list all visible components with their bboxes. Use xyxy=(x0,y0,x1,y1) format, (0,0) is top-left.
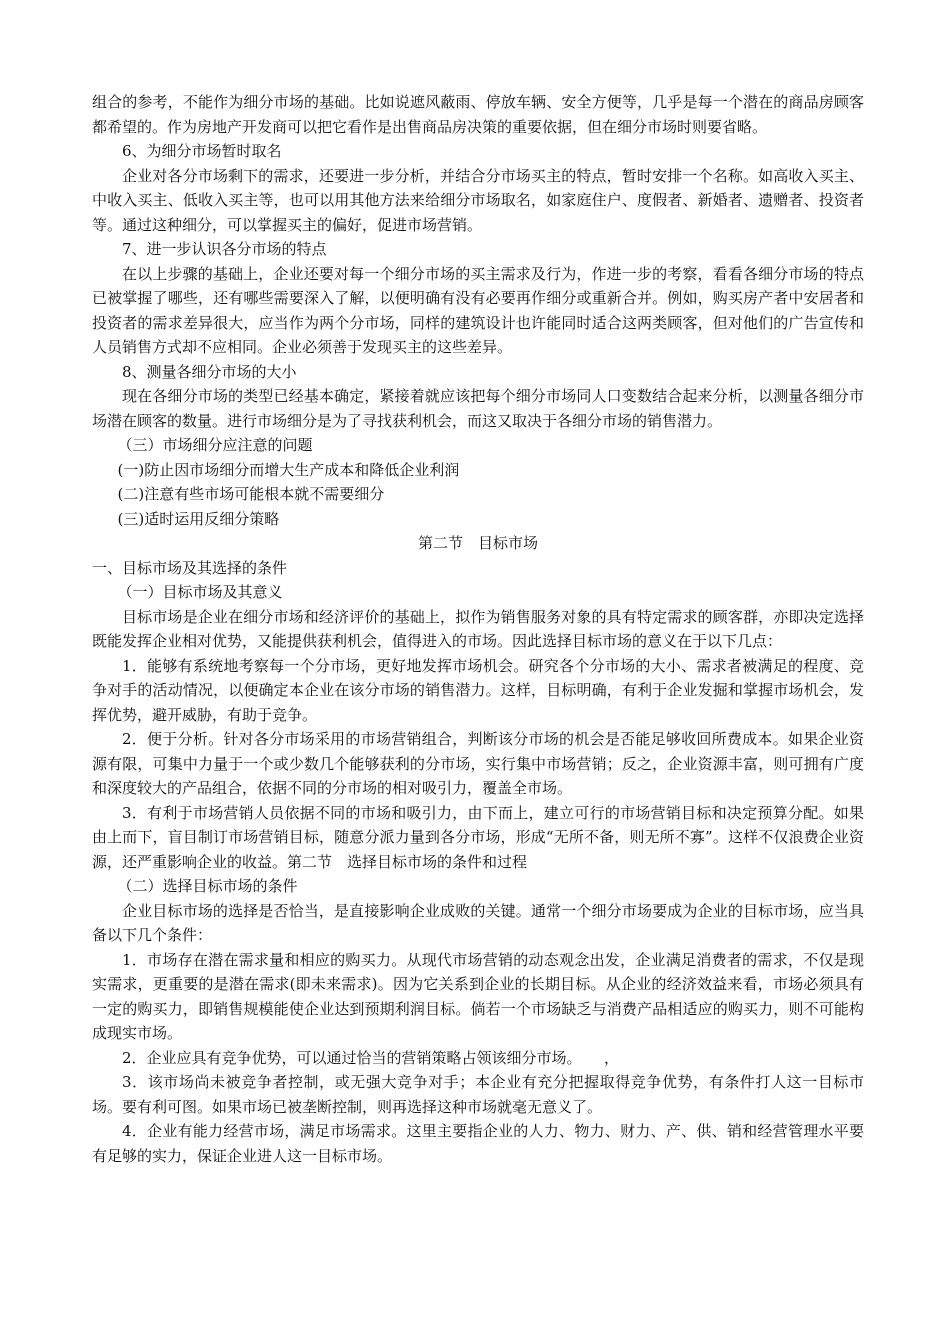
paragraph: 现在各细分市场的类型已经基本确定，紧接着就应该把每个细分市场同人口变数结合起来分析，以测量各细分市场潜在顾客的数量。进行市场细分是为了寻找获利机会，而这又取决于各细分市场的销售潜力。 xyxy=(92,387,864,430)
paragraph: 在以上步骤的基础上，企业还要对每一个细分市场的买主需求及行为，作进一步的考察，看看各细分市场的特点已被掌握了哪些，还有哪些需要深入了解，以便明确有没有必要再作细分或重新合并。例如，购买房产者中安居者和投资者的需求差异很大，应当作为两个分市场，同样的建筑设计也许能同时适合这两类顾客，但对他们的广告宣传和人员销售方式却不应相同。企业必须善于发现买主的这些差异。 xyxy=(92,264,864,356)
section-heading: 7、进一步认识各分市场的特点 xyxy=(122,240,327,258)
list-item: (二)注意有些市场可能根本就不需要细分 xyxy=(117,485,385,503)
subsection-heading: （三）市场细分应注意的问题 xyxy=(117,436,313,454)
section-heading: 6、为细分市场暂时取名 xyxy=(122,142,282,160)
numbered-paragraph: 3．有利于市场营销人员依据不同的市场和吸引力，由下而上，建立可行的市场营销目标和决定预算分配。如果由上而下，盲目制订市场营销目标，随意分派力量到各分市场，形成“无所不备，则无所不寡”。这样不仅浪费企业资源，还严重影响企业的收益。第二节 选择目标市场的条件和过程 xyxy=(92,803,864,871)
paragraph: 企业目标市场的选择是否恰当，是直接影响企业成败的关键。通常一个细分市场要成为企业的目标市场，应当具备以下几个条件： xyxy=(92,901,864,944)
paragraph: 目标市场是企业在细分市场和经济评价的基础上，拟作为销售服务对象的具有特定需求的顾客群，亦即决定选择既能发挥企业相对优势，又能提供获利机会，值得进入的市场。因此选择目标市场的意义在于以下几点： xyxy=(92,607,864,650)
chapter-section-title: 第二节 目标市场 xyxy=(417,534,538,552)
list-item: (三)适时运用反细分策略 xyxy=(117,509,280,528)
subsection-heading: （二）选择目标市场的条件 xyxy=(117,877,298,895)
section-heading: 8、测量各细分市场的大小 xyxy=(122,362,297,381)
numbered-paragraph: 4．企业有能力经营市场，满足市场需求。这里主要指企业的人力、物力、财力、产、供、销和经营管理水平要有足够的实力，保证企业进人这一目标市场。 xyxy=(92,1122,864,1165)
document-page xyxy=(92,90,864,1168)
numbered-paragraph: 1．市场存在潜在需求量和相应的购买力。从现代市场营销的动态观念出发，企业满足消费者的需求，不仅是现实需求，更重要的是潜在需求(即未来需求)。因为它关系到企业的长期目标。从企业的经济效益来看，市场必须具有一定的购买力，即销售规模能使企业达到预期利润目标。倘若一个市场缺乏与消费产品相适应的购买力，则不可能构成现实市场。 xyxy=(92,950,864,1042)
paragraph: 组合的参考，不能作为细分市场的基础。比如说遮风蔽雨、停放车辆、安全方便等，几乎是每一个潜在的商品房顾客都希望的。作为房地产开发商可以把它看作是出售商品房决策的重要依据，但在细分市场时则要省略。 xyxy=(92,93,864,136)
section-heading: 一、目标市场及其选择的条件 xyxy=(92,558,288,577)
list-item: (一)防止因市场细分而增大生产成本和降低企业利润 xyxy=(117,460,460,479)
paragraph: 企业对各分市场剩下的需求，还要进一步分析，并结合分市场买主的特点，暂时安排一个名称。如高收入买主、中收入买主、低收入买主等，也可以用其他方法来给细分市场取名，如家庭住户、度假者、新婚者、遗赠者、投资者等。通过这种细分，可以掌握买主的偏好，促进市场营销。 xyxy=(92,166,864,234)
numbered-paragraph: 2．企业应具有竞争优势，可以通过恰当的营销策略占领该细分市场。 ， xyxy=(122,1048,620,1067)
numbered-paragraph: 1．能够有系统地考察每一个分市场，更好地发挥市场机会。研究各个分市场的大小、需求者被满足的程度、竞争对手的活动情况，以便确定本企业在该分市场的销售潜力。这样，目标明确，有利于企业发掘和掌握市场机会，发挥优势，避开威胁，有助于竞争。 xyxy=(92,656,864,724)
numbered-paragraph: 3．该市场尚未被竞争者控制，或无强大竞争对手；本企业有充分把握取得竞争优势，有条件打人这一目标市场。要有利可图。如果市场已被垄断控制，则再选择这种市场就毫无意义了。 xyxy=(92,1073,864,1116)
subsection-heading: （一）目标市场及其意义 xyxy=(117,583,283,601)
numbered-paragraph: 2．便于分析。针对各分市场采用的市场营销组合，判断该分市场的机会是否能足够收回所费成本。如果企业资源有限，可集中力量于一个或少数几个能够获利的分市场，实行集中市场营销；反之，企业资源丰富，则可拥有广度和深度较大的产品组合，依据不同的分市场的相对吸引力，覆盖全市场。 xyxy=(92,730,864,797)
